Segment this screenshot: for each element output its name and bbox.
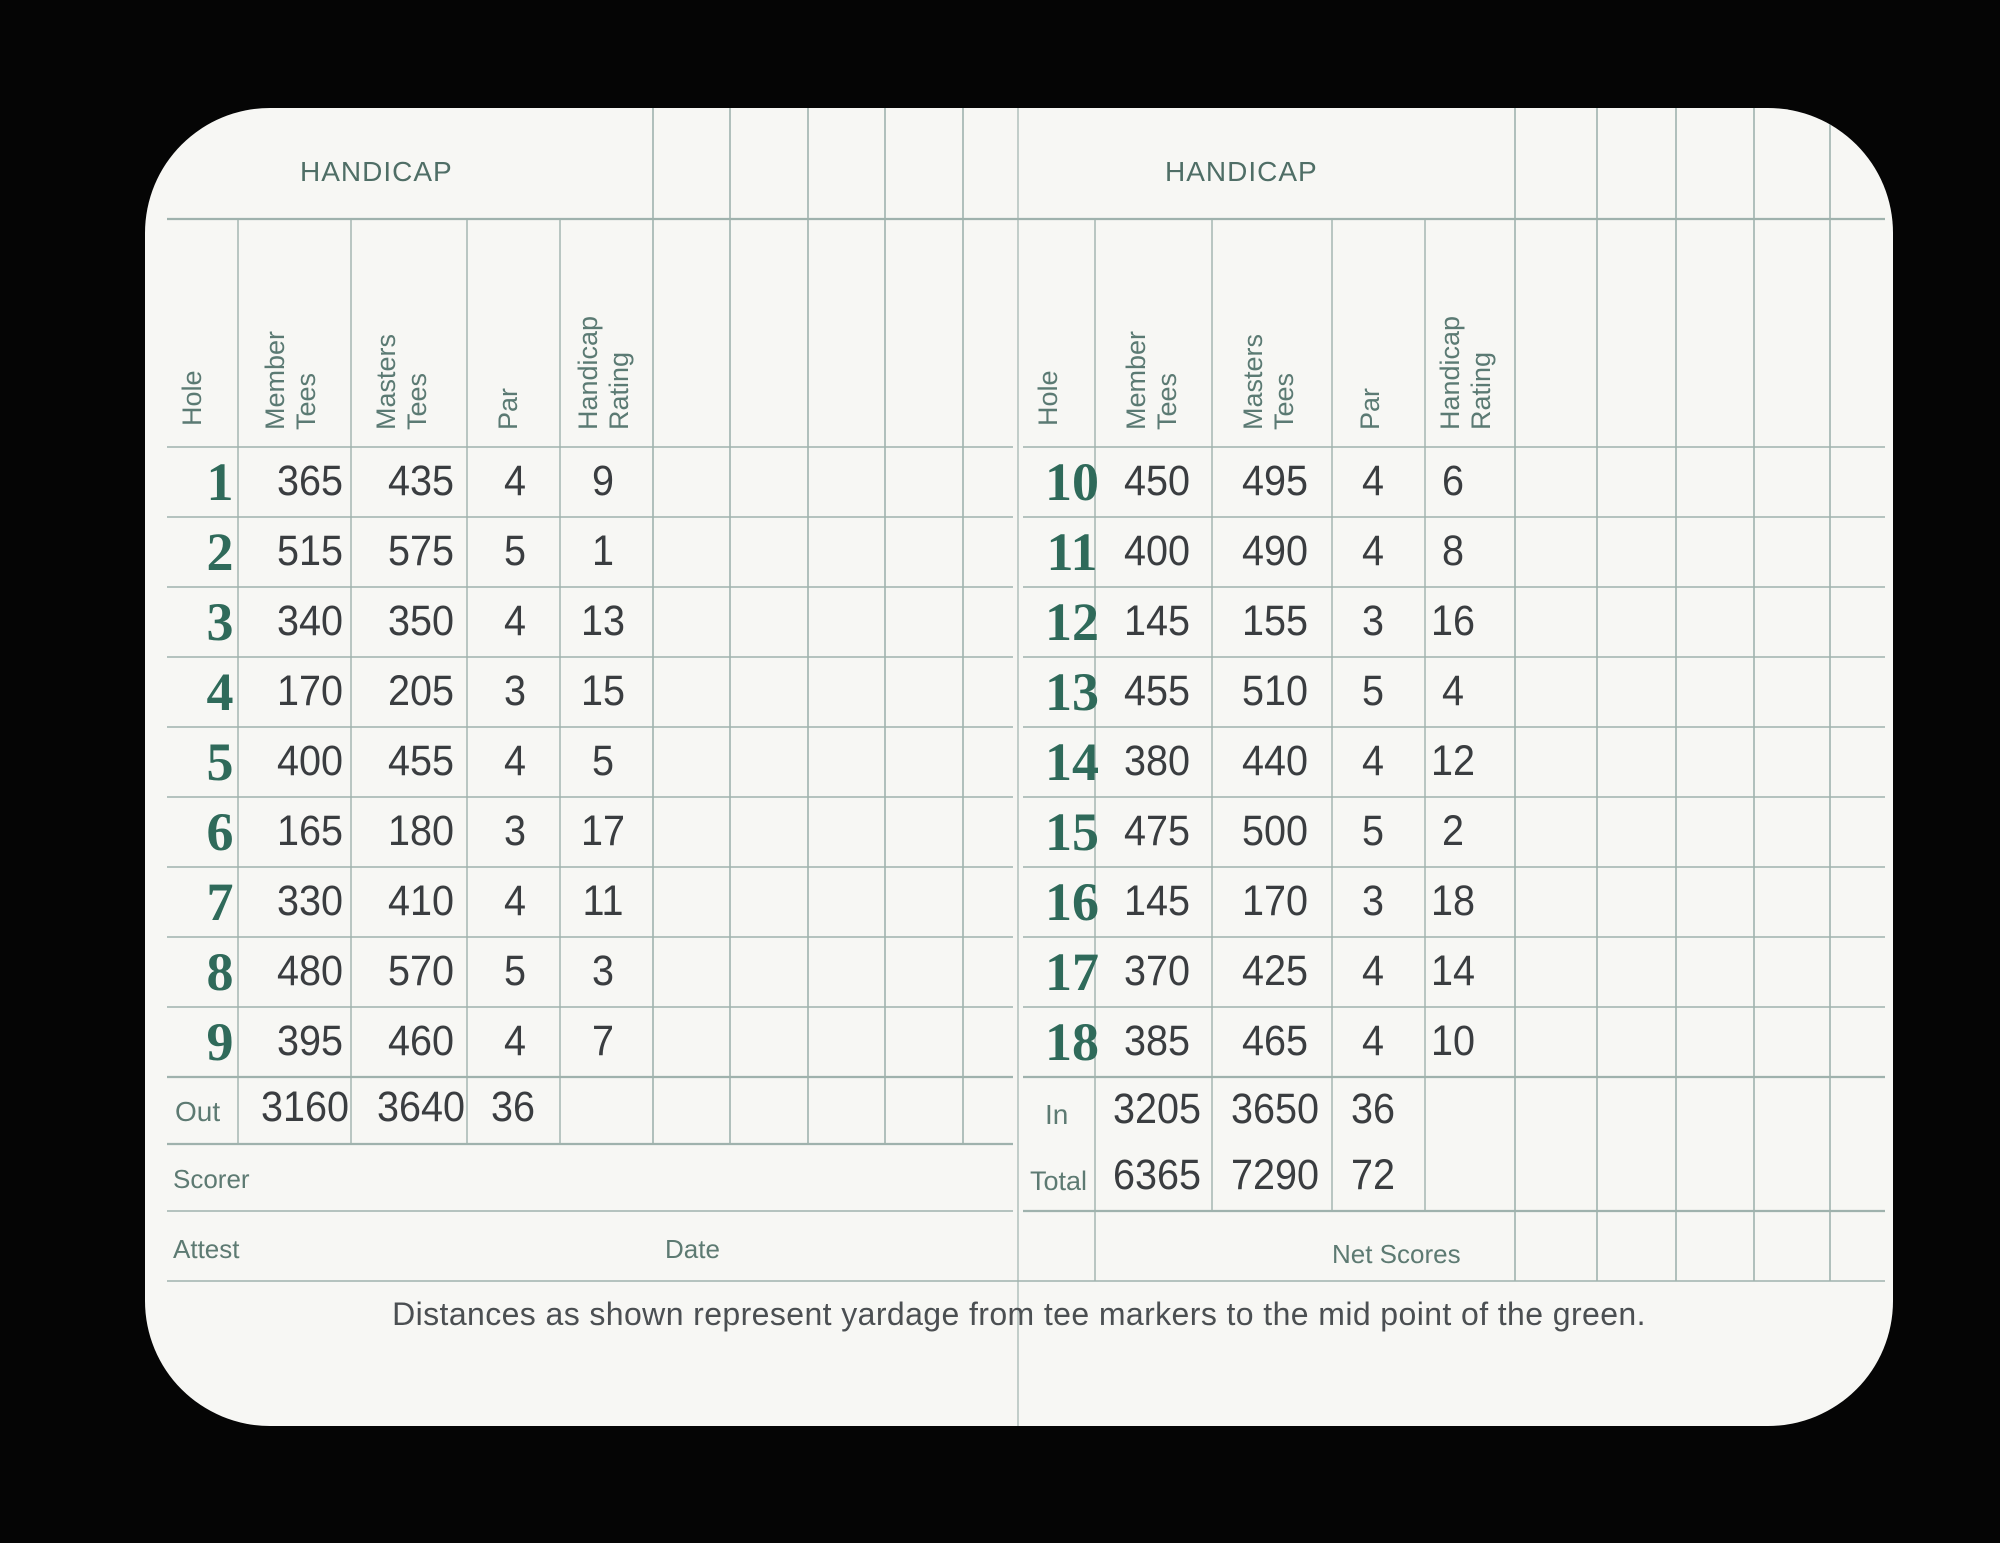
column-label-handicap-rating: Handicap Rating xyxy=(1435,315,1496,430)
handicap-rating: 1 xyxy=(591,527,614,575)
handicap-rating: 12 xyxy=(1430,737,1476,785)
par-value: 3 xyxy=(1361,597,1384,645)
member-tees-yardage: 145 xyxy=(1123,877,1191,925)
out-masters-total: 3640 xyxy=(376,1083,466,1131)
member-tees-yardage: 400 xyxy=(276,737,344,785)
masters-tees-yardage: 180 xyxy=(387,807,455,855)
hole-number: 1 xyxy=(206,452,234,512)
column-label-handicap-rating: Handicap Rating xyxy=(573,315,634,430)
scorecard xyxy=(145,108,1893,1426)
member-tees-yardage: 330 xyxy=(276,877,344,925)
handicap-rating: 18 xyxy=(1430,877,1476,925)
member-tees-yardage: 515 xyxy=(276,527,344,575)
hole-number: 4 xyxy=(206,662,234,722)
handicap-rating: 11 xyxy=(582,877,624,925)
handicap-rating: 14 xyxy=(1430,947,1476,995)
out-par-total: 36 xyxy=(490,1083,536,1131)
masters-tees-yardage: 410 xyxy=(387,877,455,925)
masters-tees-yardage: 350 xyxy=(387,597,455,645)
hole-number: 14 xyxy=(1045,732,1099,792)
member-tees-yardage: 170 xyxy=(276,667,344,715)
handicap-rating: 13 xyxy=(580,597,626,645)
total-label: Total xyxy=(1030,1166,1088,1196)
member-tees-yardage: 385 xyxy=(1123,1017,1191,1065)
grand-masters-total: 7290 xyxy=(1230,1151,1320,1199)
masters-tees-yardage: 500 xyxy=(1241,807,1309,855)
par-value: 4 xyxy=(503,597,526,645)
masters-tees-yardage: 205 xyxy=(387,667,455,715)
in-member-total: 3205 xyxy=(1112,1085,1202,1133)
hole-number: 15 xyxy=(1045,802,1099,862)
hole-number: 2 xyxy=(206,522,234,582)
handicap-rating: 15 xyxy=(580,667,626,715)
member-tees-yardage: 395 xyxy=(276,1017,344,1065)
par-value: 3 xyxy=(503,667,526,715)
par-value: 4 xyxy=(503,737,526,785)
hole-number: 8 xyxy=(206,942,234,1002)
column-label-member-tees: Member Tees xyxy=(1121,330,1182,430)
hole-number: 17 xyxy=(1045,942,1099,1002)
par-value: 4 xyxy=(503,877,526,925)
par-value: 3 xyxy=(1361,877,1384,925)
in-label: In xyxy=(1045,1099,1069,1130)
handicap-rating: 8 xyxy=(1441,527,1464,575)
par-value: 5 xyxy=(1361,667,1384,715)
column-label-masters-tees: Masters Tees xyxy=(1238,333,1299,430)
par-value: 4 xyxy=(503,1017,526,1065)
column-label-par: Par xyxy=(1355,387,1385,430)
handicap-rating: 9 xyxy=(591,457,614,505)
handicap-rating: 17 xyxy=(580,807,626,855)
handicap-rating: 16 xyxy=(1430,597,1476,645)
hole-number: 7 xyxy=(206,872,234,932)
in-masters-total: 3650 xyxy=(1230,1085,1320,1133)
column-label-member-tees: Member Tees xyxy=(260,330,321,430)
handicap-rating: 7 xyxy=(591,1017,614,1065)
masters-tees-yardage: 465 xyxy=(1241,1017,1309,1065)
attest-label: Attest xyxy=(173,1234,240,1264)
column-label-hole: Hole xyxy=(1033,370,1063,426)
column-label-par: Par xyxy=(493,387,523,430)
member-tees-yardage: 455 xyxy=(1123,667,1191,715)
masters-tees-yardage: 490 xyxy=(1241,527,1309,575)
hole-number: 11 xyxy=(1046,522,1098,582)
footer-note: Distances as shown represent yardage from tee markers to the mid point of the green. xyxy=(392,1296,1646,1332)
handicap-header-right: HANDICAP xyxy=(1165,156,1318,187)
par-value: 4 xyxy=(503,457,526,505)
member-tees-yardage: 165 xyxy=(276,807,344,855)
handicap-rating: 5 xyxy=(591,737,614,785)
masters-tees-yardage: 435 xyxy=(387,457,455,505)
hole-number: 5 xyxy=(206,732,234,792)
grand-member-total: 6365 xyxy=(1112,1151,1202,1199)
handicap-rating: 4 xyxy=(1441,667,1464,715)
par-value: 4 xyxy=(1361,737,1384,785)
member-tees-yardage: 370 xyxy=(1123,947,1191,995)
masters-tees-yardage: 155 xyxy=(1241,597,1309,645)
column-label-masters-tees: Masters Tees xyxy=(371,333,432,430)
hole-number: 18 xyxy=(1045,1012,1099,1072)
handicap-rating: 3 xyxy=(591,947,614,995)
scorer-label: Scorer xyxy=(173,1164,250,1194)
par-value: 4 xyxy=(1361,457,1384,505)
hole-number: 3 xyxy=(206,592,234,652)
masters-tees-yardage: 570 xyxy=(387,947,455,995)
par-value: 5 xyxy=(1361,807,1384,855)
masters-tees-yardage: 455 xyxy=(387,737,455,785)
par-value: 3 xyxy=(503,807,526,855)
member-tees-yardage: 340 xyxy=(276,597,344,645)
in-par-total: 36 xyxy=(1350,1085,1396,1133)
out-member-total: 3160 xyxy=(260,1083,350,1131)
date-label: Date xyxy=(665,1234,720,1264)
par-value: 5 xyxy=(503,527,526,575)
grand-par-total: 72 xyxy=(1350,1151,1396,1199)
out-label: Out xyxy=(175,1096,221,1127)
member-tees-yardage: 475 xyxy=(1123,807,1191,855)
member-tees-yardage: 480 xyxy=(276,947,344,995)
member-tees-yardage: 365 xyxy=(276,457,344,505)
hole-number: 13 xyxy=(1045,662,1099,722)
masters-tees-yardage: 575 xyxy=(387,527,455,575)
masters-tees-yardage: 495 xyxy=(1241,457,1309,505)
par-value: 4 xyxy=(1361,947,1384,995)
handicap-header-left: HANDICAP xyxy=(300,156,453,187)
hole-number: 12 xyxy=(1045,592,1099,652)
masters-tees-yardage: 425 xyxy=(1241,947,1309,995)
member-tees-yardage: 380 xyxy=(1123,737,1191,785)
par-value: 4 xyxy=(1361,527,1384,575)
par-value: 5 xyxy=(503,947,526,995)
member-tees-yardage: 450 xyxy=(1123,457,1191,505)
hole-number: 6 xyxy=(206,802,234,862)
member-tees-yardage: 145 xyxy=(1123,597,1191,645)
masters-tees-yardage: 460 xyxy=(387,1017,455,1065)
par-value: 4 xyxy=(1361,1017,1384,1065)
handicap-rating: 2 xyxy=(1441,807,1464,855)
handicap-rating: 10 xyxy=(1430,1017,1476,1065)
masters-tees-yardage: 440 xyxy=(1241,737,1309,785)
member-tees-yardage: 400 xyxy=(1123,527,1191,575)
handicap-rating: 6 xyxy=(1441,457,1464,505)
masters-tees-yardage: 510 xyxy=(1241,667,1309,715)
hole-number: 10 xyxy=(1045,452,1099,512)
masters-tees-yardage: 170 xyxy=(1241,877,1309,925)
column-label-hole: Hole xyxy=(177,370,207,426)
hole-number: 9 xyxy=(206,1012,234,1072)
net-scores-label: Net Scores xyxy=(1332,1239,1461,1269)
hole-number: 16 xyxy=(1045,872,1099,932)
